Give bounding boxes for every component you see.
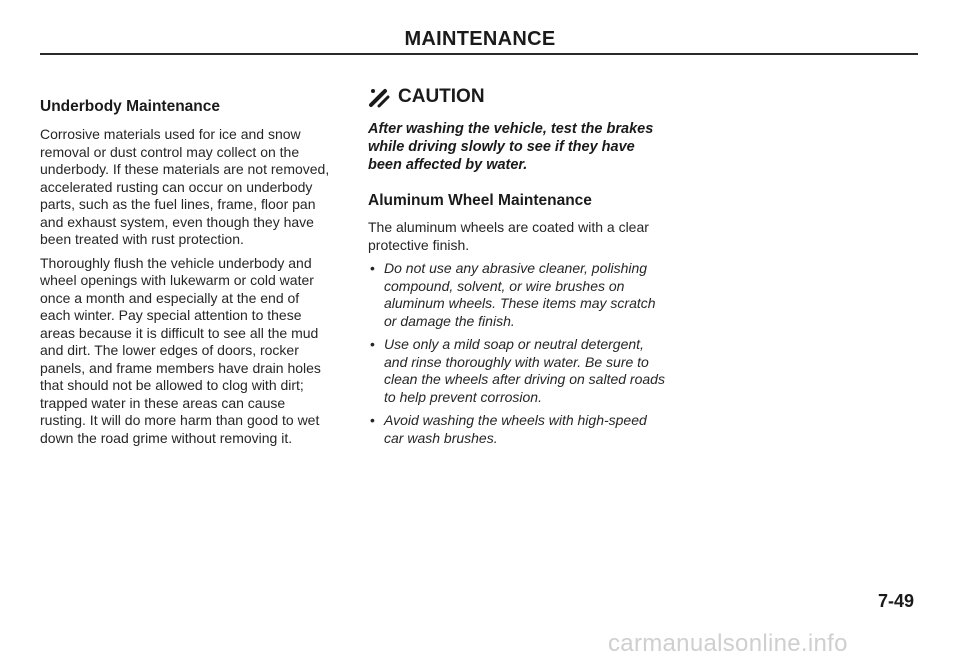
list-item	[368, 336, 668, 406]
caution-heading	[368, 86, 668, 108]
underbody-paragraph-2: Thoroughly flush the vehicle underbody and wheel openings with lukewarm or cold water once a month and especially at the end of each winter. Pay special attention to these areas because it is difficult to see all the mud and dirt. The lower edges of doors, rocker panels, and frame members have drain holes that should not be allowed to clog with dirt; trapped water in these areas can cause rusting. It will do more harm than good to wet down the road grime without removing it.	[40, 254, 321, 446]
bullet-icon: •	[370, 412, 375, 428]
list-item	[368, 260, 668, 330]
watermark: carmanualsonline.info	[608, 630, 848, 657]
bullet-icon: •	[370, 336, 375, 352]
list-item-text: Do not use any abrasive cleaner, polishing compound, solvent, or wire brushes on aluminum wheels. These items may scratch or damage the finish.	[384, 260, 656, 329]
page-title: MAINTENANCE	[404, 28, 556, 50]
aluminum-wheel-intro: The aluminum wheels are coated with a clear protective finish.	[368, 219, 649, 253]
list-item-text: Use only a mild soap or neutral detergent, and rinse thoroughly with water. Be sure to clean the wheels after driving on salted roads to help prevent corrosion.	[384, 336, 665, 405]
left-column	[40, 98, 330, 453]
page-number: 7-49	[878, 591, 915, 611]
header-rule	[40, 53, 918, 55]
caution-text: After washing the vehicle, test the brakes while driving slowly to see if they have been affected by water.	[368, 121, 654, 173]
caution-label: CAUTION	[398, 86, 485, 107]
aluminum-wheel-list	[368, 260, 668, 447]
underbody-paragraph-1: Corrosive materials used for ice and snow removal or dust control may collect on the underbody. If these materials are not removed, accelerated rusting can occur on underbody parts, such as the fuel lines, frame, floor pan and exhaust system, even though they have been treated with rust protection.	[40, 126, 330, 247]
list-item	[368, 412, 668, 447]
right-column	[368, 86, 668, 453]
list-item-text: Avoid washing the wheels with high-speed car wash brushes.	[384, 412, 647, 446]
caution-slash-icon	[368, 86, 390, 108]
aluminum-wheel-heading: Aluminum Wheel Maintenance	[368, 192, 592, 209]
underbody-heading: Underbody Maintenance	[40, 98, 220, 115]
bullet-icon: •	[370, 260, 375, 276]
